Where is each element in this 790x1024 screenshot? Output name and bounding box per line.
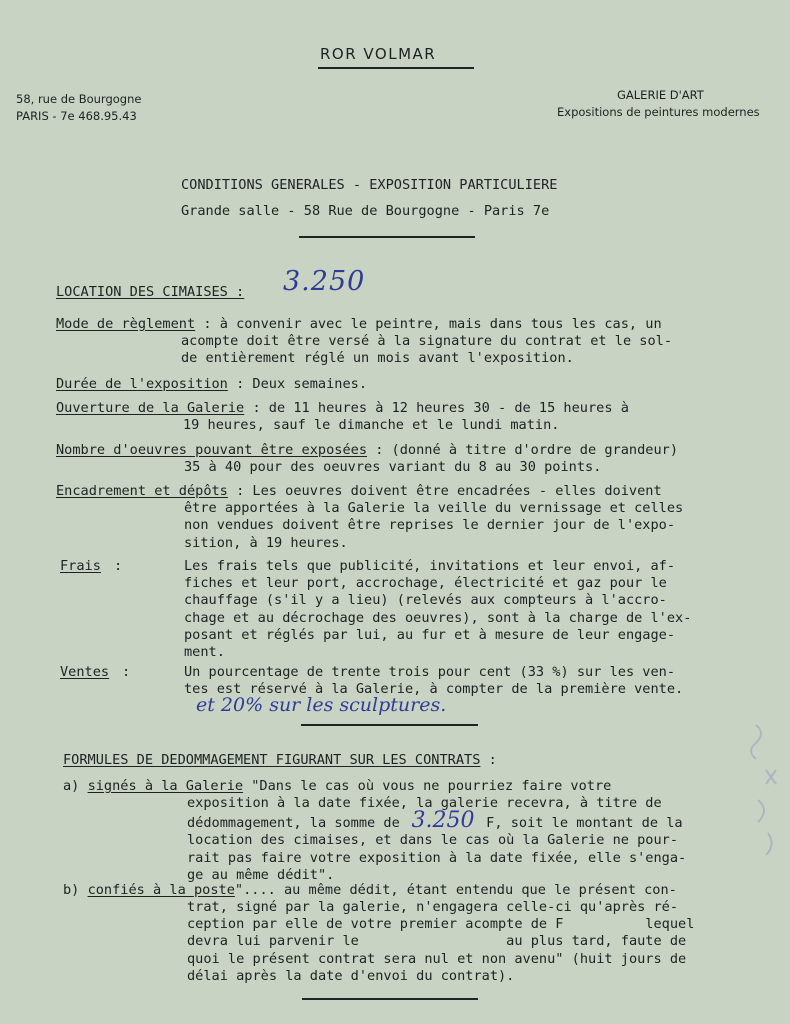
encadrement-label: Encadrement et dépôts xyxy=(56,483,228,499)
ventes-colon: : xyxy=(122,664,131,680)
formule-a-first-line xyxy=(63,778,611,795)
frais-line-2: fiches et leur port, accrochage, électricité et gaz pour le xyxy=(184,575,667,592)
encadrement-section xyxy=(56,483,683,552)
frais-colon: : xyxy=(114,558,123,574)
reglement-section xyxy=(56,316,672,368)
encadrement-line-3: non vendues doivent être reprises le dernier jour de l'expo- xyxy=(184,517,676,534)
location-amount-handwritten: 3.250 xyxy=(283,266,366,297)
frais-line-4: chage et au décrochage des oeuvres), sont à la charge de l'ex- xyxy=(184,609,692,626)
ouverture-line-2: 19 heures, sauf le dimanche et le lundi matin. xyxy=(183,417,560,434)
formule-a-handwritten-amount: 3.250 xyxy=(411,808,475,834)
formule-a-line-3-start: dédommagement, la somme de xyxy=(187,815,400,832)
formule-a-line-3-end: F, soit le montant de la xyxy=(486,815,683,832)
ouverture-line-1: : de 11 heures à 12 heures 30 - de 15 heures à xyxy=(252,400,629,416)
bottom-rule xyxy=(302,998,478,1000)
document-subtitle: Grande salle - 58 Rue de Bourgogne - Paris 7e xyxy=(181,203,550,219)
frais-line-1: Les frais tels que publicité, invitations et leur envoi, af- xyxy=(184,558,676,574)
formule-b-label: confiés à la poste xyxy=(87,882,235,898)
formule-b-line-4: devra lui parvenir le au plus tard, faute de xyxy=(187,933,687,950)
formule-a-line-1: "Dans le cas où vous ne pourriez faire votre xyxy=(251,778,612,794)
gallery-description: Expositions de peintures modernes xyxy=(557,105,760,119)
nombre-label: Nombre d'oeuvres pouvant être exposées xyxy=(56,442,367,458)
reglement-line-2: acompte doit être versé à la signature du contrat et le sol- xyxy=(181,333,673,350)
formule-b-marker: b) xyxy=(63,882,80,898)
encadrement-line-1: : Les oeuvres doivent être encadrées - elles doivent xyxy=(236,483,662,499)
ventes-line-1: Un pourcentage de trente trois pour cent (33 %) sur les ven- xyxy=(184,664,676,680)
formule-a-marker: a) xyxy=(63,778,80,794)
nombre-line-2: 35 à 40 pour des oeuvres variant du 8 au 30 points. xyxy=(184,459,602,476)
ouverture-section xyxy=(56,400,629,434)
ventes-handwritten-note: et 20% sur les sculptures. xyxy=(196,694,447,716)
title-rule xyxy=(299,236,475,238)
formule-b-line-3: ception par elle de votre premier acompte de F lequel xyxy=(187,916,695,933)
reglement-label: Mode de règlement xyxy=(56,316,196,332)
nombre-section xyxy=(56,442,678,476)
reglement-line-3: de entièrement réglé un mois avant l'exposition. xyxy=(181,350,574,367)
frais-text xyxy=(184,558,691,661)
formule-b-text xyxy=(187,899,694,985)
address-line-1: 58, rue de Bourgogne xyxy=(16,92,142,106)
frais-line-5: posant et réglés par lui, au fur et à mesure de leur engage- xyxy=(184,626,676,643)
nombre-line-1: : (donné à titre d'ordre de grandeur) xyxy=(375,442,679,458)
gallery-name: ROR VOLMAR xyxy=(320,45,437,63)
formule-a-line-5: rait pas faire votre exposition à la date fixée, elle s'enga- xyxy=(187,849,687,866)
formules-heading: FORMULES DE DEDOMMAGEMENT FIGURANT SUR LES CONTRATS xyxy=(63,752,481,768)
formule-a-label: signés à la Galerie xyxy=(87,778,244,794)
ouverture-label: Ouverture de la Galerie xyxy=(56,400,245,416)
ventes-line-2: tes est réservé à la Galerie, à compter de la première vente. xyxy=(184,681,684,698)
encadrement-line-2: être apportées à la Galerie la veille du vernissage et celles xyxy=(184,500,684,517)
duree-text: : Deux semaines. xyxy=(236,376,368,392)
frais-line-3: chauffage (s'il y a lieu) (relevés aux compteurs à l'accro- xyxy=(184,592,667,609)
document-title: CONDITIONS GENERALES - EXPOSITION PARTICULIERE xyxy=(181,177,558,193)
formule-a-line-2: exposition à la date fixée, la galerie recevra, à titre de xyxy=(187,795,662,811)
ventes-label: Ventes xyxy=(60,664,110,680)
formule-b-line-1: ".... au même dédit, étant entendu que le présent con- xyxy=(234,882,677,898)
encadrement-line-4: sition, à 19 heures. xyxy=(184,534,348,551)
formule-b-first-line xyxy=(63,882,677,899)
address-line-2: PARIS - 7e 468.95.43 xyxy=(16,109,137,123)
formules-heading-row xyxy=(63,752,497,769)
location-label: LOCATION DES CIMAISES : xyxy=(56,284,245,300)
formule-b-line-6: délai après la date d'envoi du contrat). xyxy=(187,967,515,984)
formule-b-line-5: quoi le présent contrat sera nul et non avenu" (huit jours de xyxy=(187,950,687,967)
ventes-rule xyxy=(301,724,478,726)
gallery-name-rule xyxy=(318,67,474,69)
formule-b-line-2: trat, signé par la galerie, n'engagera celle-ci qu'après ré- xyxy=(187,899,679,915)
formule-a-line-4: location des cimaises, et dans le cas où la Galerie ne pour- xyxy=(187,832,679,849)
frais-line-6: ment. xyxy=(184,644,225,661)
duree-section xyxy=(56,376,367,393)
duree-label: Durée de l'exposition xyxy=(56,376,228,392)
frais-label: Frais xyxy=(60,558,101,574)
stamp-marks xyxy=(736,715,786,865)
reglement-line-1: : à convenir avec le peintre, mais dans tous les cas, un xyxy=(203,316,662,332)
formule-a-text xyxy=(187,795,686,884)
formule-a-line-6: ge au même dédit". xyxy=(187,866,335,883)
gallery-type: GALERIE D'ART xyxy=(617,88,704,102)
formules-heading-colon: : xyxy=(488,752,497,768)
